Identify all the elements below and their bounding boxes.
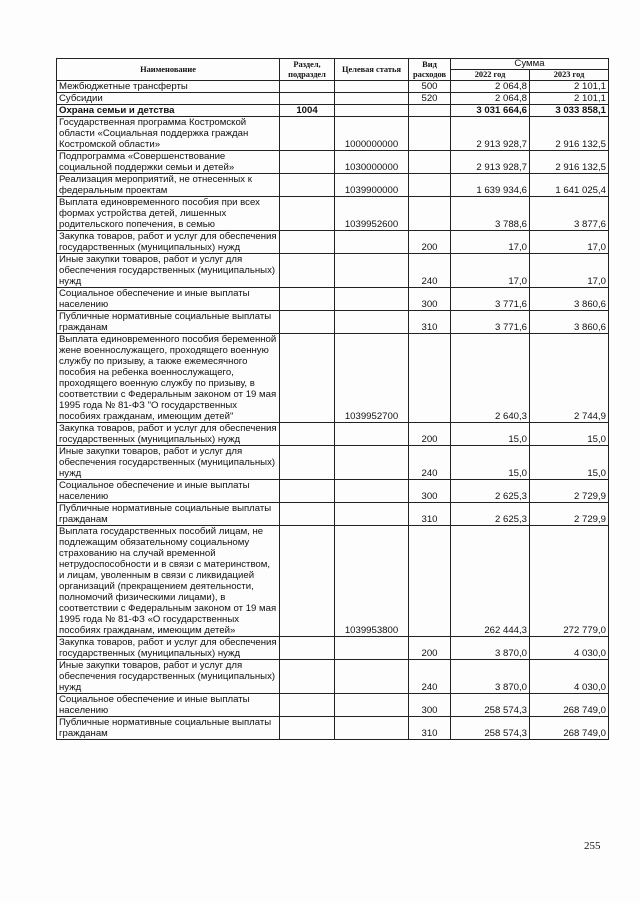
row-target — [335, 717, 409, 740]
table-row — [57, 288, 609, 311]
row-amount-2023: 3 860,6 — [530, 311, 609, 334]
row-type — [409, 197, 451, 231]
row-name: Иные закупки товаров, работ и услуг для обеспечения государственных (муниципальных) нужд — [57, 446, 280, 480]
table-row — [57, 231, 609, 254]
row-name: Закупка товаров, работ и услуг для обеспечения государственных (муниципальных) нужд — [57, 637, 280, 660]
row-name: Охрана семьи и детства — [57, 105, 280, 117]
row-target — [335, 446, 409, 480]
row-target — [335, 480, 409, 503]
row-section — [280, 694, 335, 717]
row-section — [280, 174, 335, 197]
table-row — [57, 311, 609, 334]
page-number: 255 — [584, 840, 601, 852]
row-type: 500 — [409, 81, 451, 93]
row-amount-2023: 4 030,0 — [530, 660, 609, 694]
row-section — [280, 334, 335, 423]
row-type: 300 — [409, 694, 451, 717]
table-body — [57, 81, 609, 740]
row-amount-2023: 268 749,0 — [530, 694, 609, 717]
row-amount-2022: 2 913 928,7 — [451, 117, 530, 151]
row-section — [280, 117, 335, 151]
row-target: 1039900000 — [335, 174, 409, 197]
row-name: Социальное обеспечение и иные выплаты населению — [57, 288, 280, 311]
table-row — [57, 717, 609, 740]
row-amount-2022: 17,0 — [451, 254, 530, 288]
header-year-2023: 2023 год — [530, 70, 609, 81]
row-target — [335, 694, 409, 717]
row-amount-2023: 2 744,9 — [530, 334, 609, 423]
table-row — [57, 117, 609, 151]
row-amount-2022: 3 870,0 — [451, 637, 530, 660]
row-type — [409, 105, 451, 117]
row-section — [280, 717, 335, 740]
row-amount-2022: 15,0 — [451, 446, 530, 480]
row-name: Иные закупки товаров, работ и услуг для обеспечения государственных (муниципальных) нужд — [57, 254, 280, 288]
row-type: 310 — [409, 311, 451, 334]
row-section — [280, 151, 335, 174]
row-type — [409, 334, 451, 423]
row-amount-2022: 2 625,3 — [451, 480, 530, 503]
row-target — [335, 660, 409, 694]
row-section — [280, 480, 335, 503]
row-name: Подпрограмма «Совершенствование социальной поддержки семьи и детей» — [57, 151, 280, 174]
row-name: Социальное обеспечение и иные выплаты населению — [57, 480, 280, 503]
row-section — [280, 288, 335, 311]
table-row — [57, 105, 609, 117]
table-row — [57, 503, 609, 526]
row-section — [280, 311, 335, 334]
row-amount-2022: 2 625,3 — [451, 503, 530, 526]
row-type — [409, 151, 451, 174]
row-target — [335, 637, 409, 660]
row-amount-2022: 15,0 — [451, 423, 530, 446]
row-amount-2023: 268 749,0 — [530, 717, 609, 740]
row-name: Иные закупки товаров, работ и услуг для обеспечения государственных (муниципальных) нужд — [57, 660, 280, 694]
row-type: 200 — [409, 423, 451, 446]
table-row — [57, 151, 609, 174]
row-section — [280, 637, 335, 660]
header-section: Раздел, подраздел — [280, 59, 335, 81]
row-type: 310 — [409, 717, 451, 740]
row-amount-2022: 3 870,0 — [451, 660, 530, 694]
row-name: Выплата государственных пособий лицам, не подлежащим обязательному социальному страхованию на случай временной нетрудоспособности и в связи с материнством, и лицам, уволенным в связи с ликвидацией организаций (прекращением деятельности, полномочий физическими лицами), в соответствии с Федеральным законом от 19 мая 1995 года № 81-ФЗ «О государственных пособиях гражданам, имеющим детей» — [57, 526, 280, 637]
row-section — [280, 254, 335, 288]
row-amount-2022: 258 574,3 — [451, 717, 530, 740]
row-type: 300 — [409, 288, 451, 311]
row-section — [280, 197, 335, 231]
row-type: 240 — [409, 446, 451, 480]
row-section — [280, 446, 335, 480]
header-target: Целевая статья — [335, 59, 409, 81]
row-target — [335, 254, 409, 288]
row-amount-2023: 2 729,9 — [530, 480, 609, 503]
table-header — [57, 59, 609, 81]
row-section: 1004 — [280, 105, 335, 117]
table-row — [57, 660, 609, 694]
row-name: Межбюджетные трансферты — [57, 81, 280, 93]
row-name: Выплата единовременного пособия при всех формах устройства детей, лишенных родительского попечения, в семью — [57, 197, 280, 231]
row-amount-2023: 2 916 132,5 — [530, 151, 609, 174]
row-name: Государственная программа Костромской области «Социальная поддержка граждан Костромской области» — [57, 117, 280, 151]
row-amount-2022: 3 771,6 — [451, 288, 530, 311]
row-type — [409, 117, 451, 151]
row-section — [280, 81, 335, 93]
row-name: Закупка товаров, работ и услуг для обеспечения государственных (муниципальных) нужд — [57, 231, 280, 254]
header-type: Вид расходов — [409, 59, 451, 81]
header-year-2022: 2022 год — [451, 70, 530, 81]
row-amount-2023: 2 101,1 — [530, 81, 609, 93]
table-row — [57, 334, 609, 423]
row-target — [335, 93, 409, 105]
row-amount-2023: 2 729,9 — [530, 503, 609, 526]
table-row — [57, 526, 609, 637]
row-amount-2023: 17,0 — [530, 254, 609, 288]
row-amount-2023: 3 860,6 — [530, 288, 609, 311]
row-section — [280, 503, 335, 526]
row-amount-2023: 2 101,1 — [530, 93, 609, 105]
row-amount-2023: 1 641 025,4 — [530, 174, 609, 197]
row-section — [280, 231, 335, 254]
row-amount-2023: 17,0 — [530, 231, 609, 254]
row-target — [335, 311, 409, 334]
row-type: 300 — [409, 480, 451, 503]
row-section — [280, 423, 335, 446]
header-name: Наименование — [57, 59, 280, 81]
row-name: Публичные нормативные социальные выплаты гражданам — [57, 311, 280, 334]
row-amount-2022: 3 788,6 — [451, 197, 530, 231]
row-type: 310 — [409, 503, 451, 526]
row-amount-2022: 3 031 664,6 — [451, 105, 530, 117]
row-amount-2022: 2 913 928,7 — [451, 151, 530, 174]
row-amount-2022: 2 064,8 — [451, 81, 530, 93]
row-type — [409, 174, 451, 197]
table-row — [57, 174, 609, 197]
row-amount-2022: 17,0 — [451, 231, 530, 254]
row-amount-2023: 3 877,6 — [530, 197, 609, 231]
row-target: 1039952600 — [335, 197, 409, 231]
row-amount-2022: 1 639 934,6 — [451, 174, 530, 197]
row-target — [335, 231, 409, 254]
row-amount-2023: 272 779,0 — [530, 526, 609, 637]
header-sum: Сумма — [451, 59, 609, 70]
row-name: Закупка товаров, работ и услуг для обеспечения государственных (муниципальных) нужд — [57, 423, 280, 446]
row-amount-2022: 2 064,8 — [451, 93, 530, 105]
row-amount-2022: 258 574,3 — [451, 694, 530, 717]
table-row — [57, 480, 609, 503]
row-target: 1039952700 — [335, 334, 409, 423]
row-type — [409, 526, 451, 637]
row-name: Социальное обеспечение и иные выплаты населению — [57, 694, 280, 717]
row-target — [335, 423, 409, 446]
row-type: 200 — [409, 231, 451, 254]
table-row — [57, 81, 609, 93]
row-amount-2023: 4 030,0 — [530, 637, 609, 660]
row-amount-2023: 15,0 — [530, 423, 609, 446]
row-type: 520 — [409, 93, 451, 105]
row-name: Публичные нормативные социальные выплаты гражданам — [57, 503, 280, 526]
table-row — [57, 637, 609, 660]
row-name: Реализация мероприятий, не отнесенных к федеральным проектам — [57, 174, 280, 197]
row-name: Выплата единовременного пособия беременной жене военнослужащего, проходящего военную службу по призыву, а также ежемесячного пособия на ребенка военнослужащего, проходящего военную службу по призыву, в соответствии с Федеральным законом от 19 мая 1995 года № 81-ФЗ "О государственных пособиях гражданам, имеющим детей" — [57, 334, 280, 423]
row-type: 240 — [409, 660, 451, 694]
table-row — [57, 93, 609, 105]
budget-table — [56, 58, 609, 740]
row-amount-2022: 2 640,3 — [451, 334, 530, 423]
table-row — [57, 197, 609, 231]
row-amount-2023: 15,0 — [530, 446, 609, 480]
row-target: 1039953800 — [335, 526, 409, 637]
row-section — [280, 660, 335, 694]
row-type: 200 — [409, 637, 451, 660]
row-name: Публичные нормативные социальные выплаты гражданам — [57, 717, 280, 740]
row-amount-2023: 3 033 858,1 — [530, 105, 609, 117]
table-row — [57, 694, 609, 717]
row-section — [280, 93, 335, 105]
row-target — [335, 288, 409, 311]
row-target: 1030000000 — [335, 151, 409, 174]
row-amount-2023: 2 916 132,5 — [530, 117, 609, 151]
table-row — [57, 254, 609, 288]
row-section — [280, 526, 335, 637]
row-type: 240 — [409, 254, 451, 288]
row-name: Субсидии — [57, 93, 280, 105]
table-row — [57, 423, 609, 446]
row-amount-2022: 262 444,3 — [451, 526, 530, 637]
row-target: 1000000000 — [335, 117, 409, 151]
row-target — [335, 105, 409, 117]
row-target — [335, 503, 409, 526]
row-target — [335, 81, 409, 93]
row-amount-2022: 3 771,6 — [451, 311, 530, 334]
table-row — [57, 446, 609, 480]
